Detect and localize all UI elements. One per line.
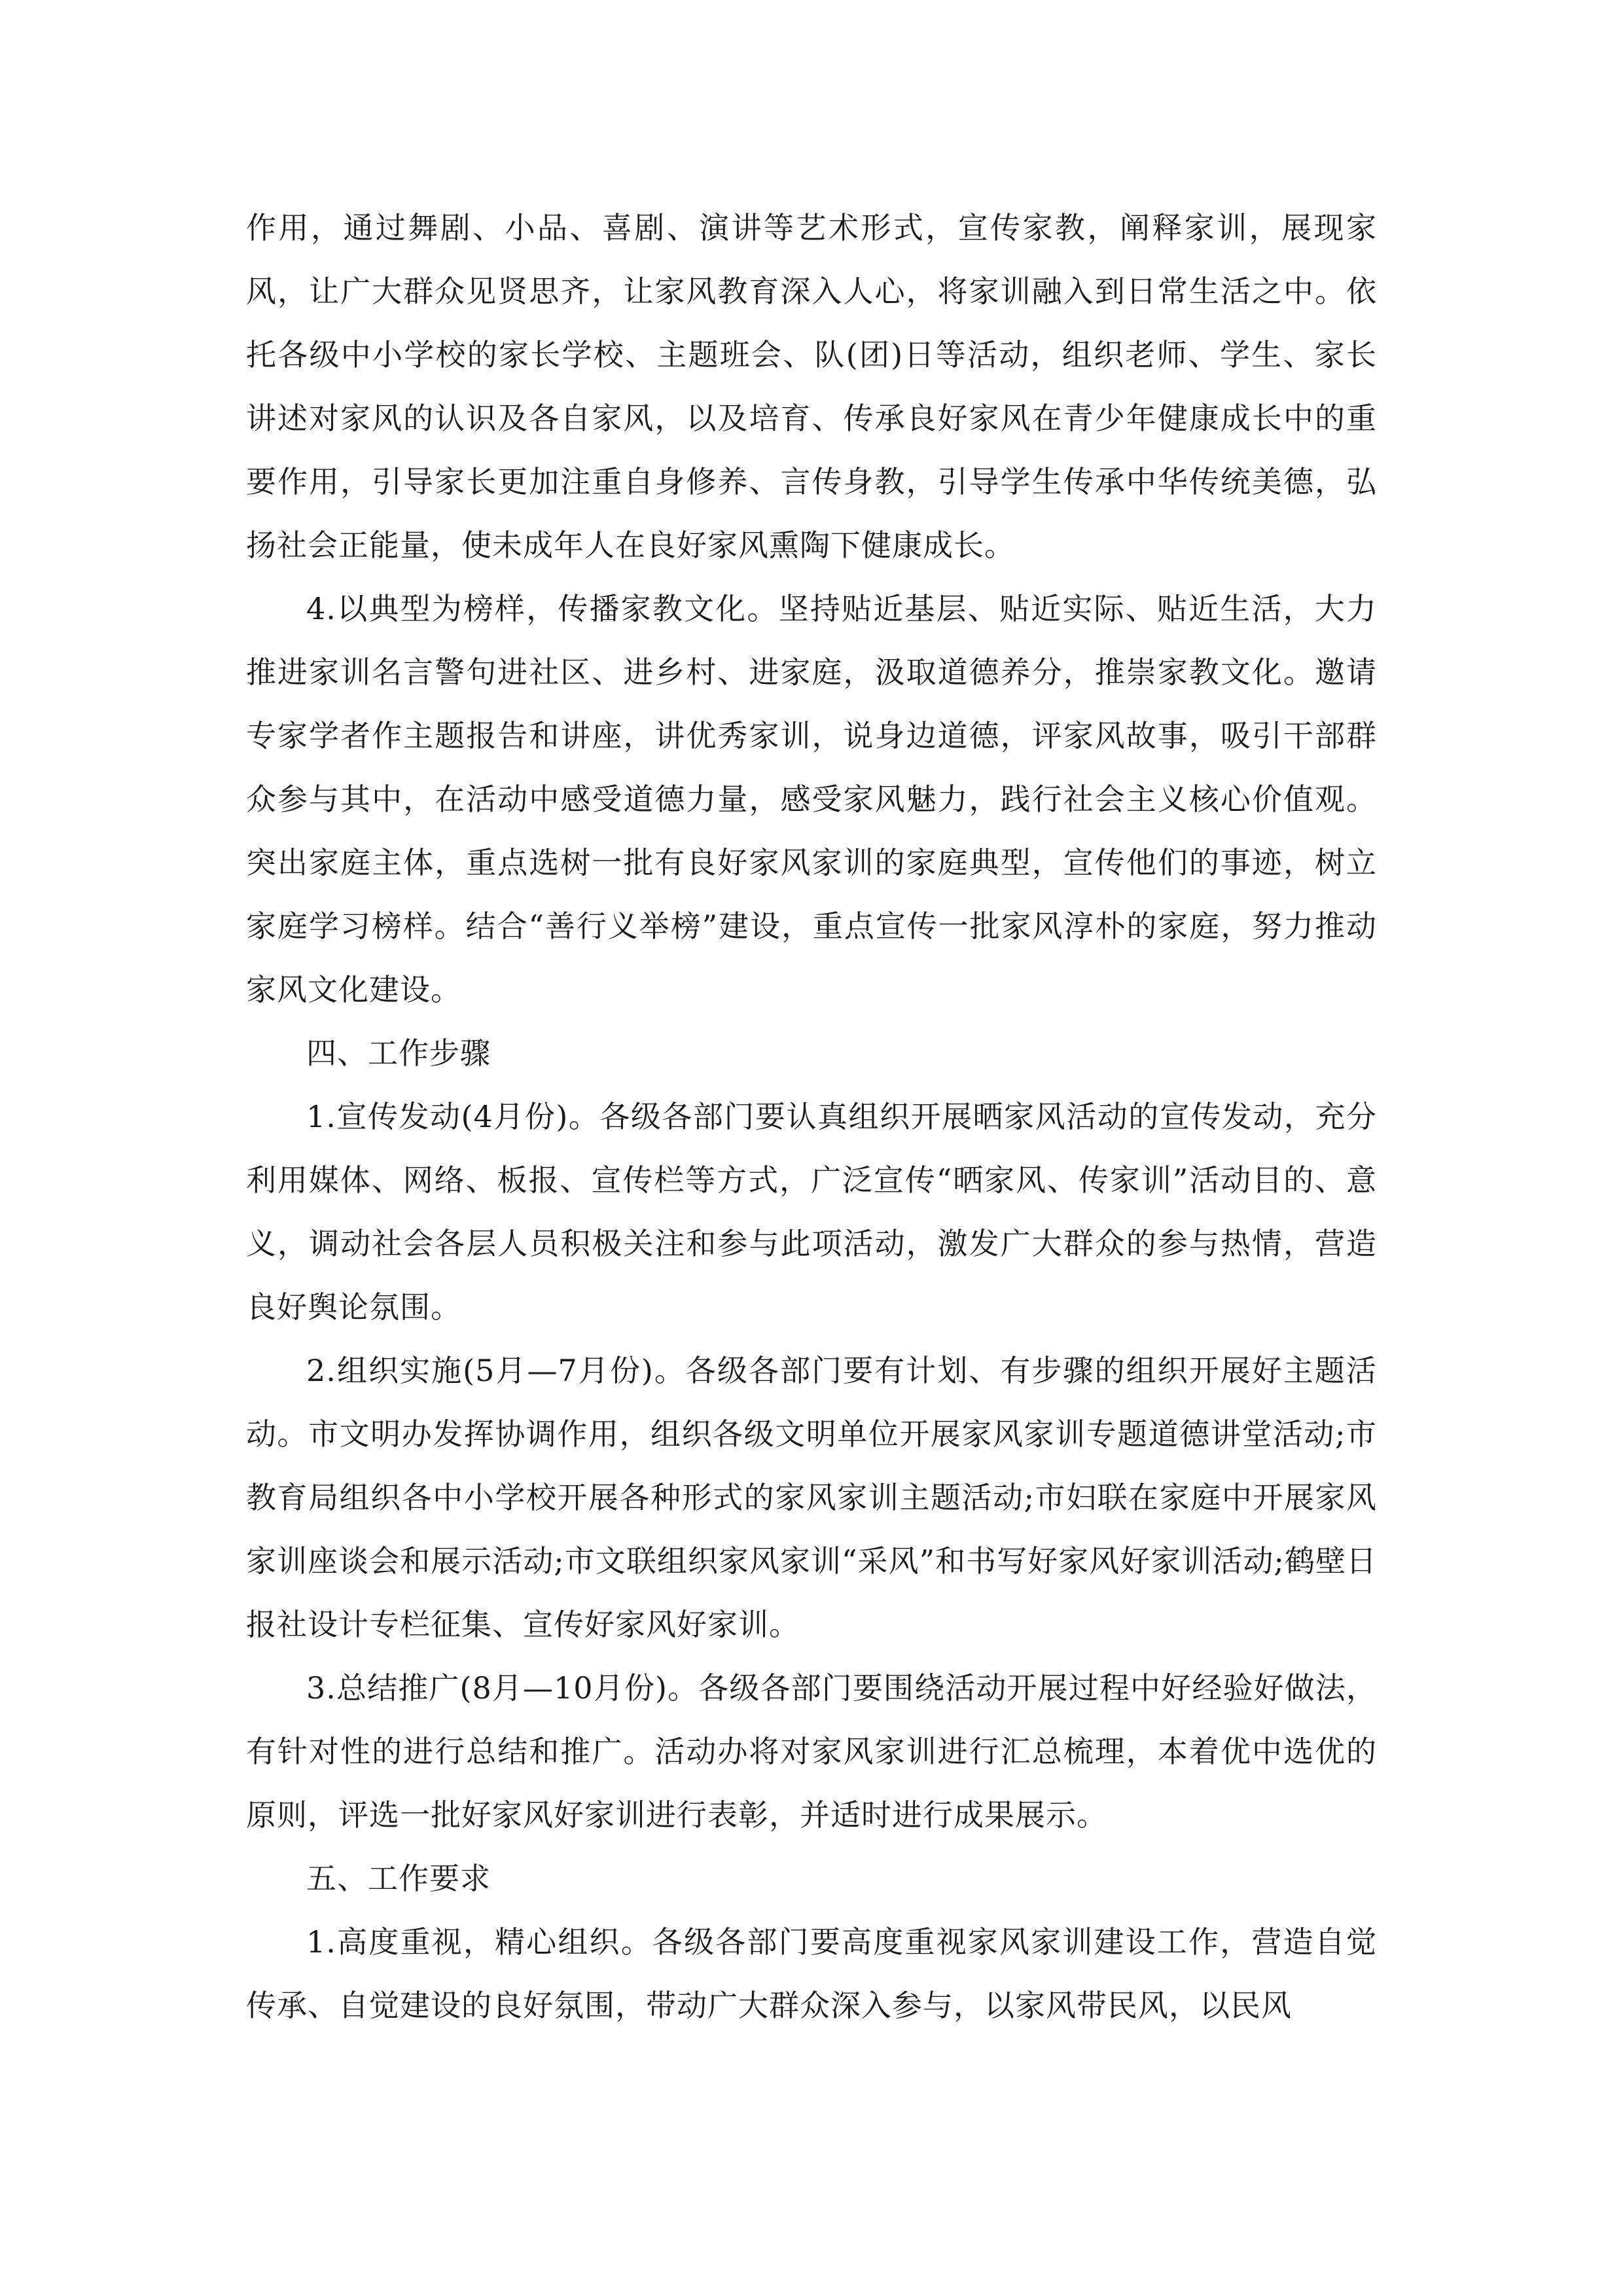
section-heading-work-steps: 四、工作步骤 (306, 1035, 491, 1071)
paragraph-step-implementation: 2.组织实施(5月—7月份)。各级各部门要有计划、有步骤的组织开展好主题活动。市文明办发挥协调作用，组织各级文明单位开展家风家训专题道德讲堂活动;市教育局组织各中小学校开展各种形式的家风家训主题活动;市妇联在家庭中开展家风家训座谈会和展示活动;市文联组织家风家训“采风”和书写好家风好家训活动;鹤壁日报社设计专栏征集、宣传好家风好家训。 (246, 1353, 1377, 1642)
paragraph-step-summary: 3.总结推广(8月—10月份)。各级各部门要围绕活动开展过程中好经验好做法，有针对性的进行总结和推广。活动办将对家风家训进行汇总梳理，本着优中选优的原则，评选一批好家风好家训进行表彰，并适时进行成果展示。 (246, 1670, 1377, 1833)
paragraph-step-publicity: 1.宣传发动(4月份)。各级各部门要认真组织开展晒家风活动的宣传发动，充分利用媒体、网络、板报、宣传栏等方式，广泛宣传“晒家风、传家训”活动目的、意义，调动社会各层人员积极关注和参与此项活动，激发广大群众的参与热情，营造良好舆论氛围。 (246, 1099, 1377, 1325)
section-heading-work-requirements: 五、工作要求 (306, 1861, 491, 1896)
document-page (246, 196, 1377, 2037)
paragraph-continuation: 作用，通过舞剧、小品、喜剧、演讲等艺术形式，宣传家教，阐释家训，展现家风，让广大群众见贤思齐，让家风教育深入人心，将家训融入到日常生活之中。依托各级中小学校的家长学校、主题班会、队(团)日等活动，组织老师、学生、家长讲述对家风的认识及各自家风，以及培育、传承良好家风在青少年健康成长中的重要作用，引导家长更加注重自身修养、言传身教，引导学生传承中华传统美德，弘扬社会正能量，使未成年人在良好家风熏陶下健康成长。 (246, 210, 1377, 563)
paragraph-requirement-attention: 1.高度重视，精心组织。各级各部门要高度重视家风家训建设工作，营造自觉传承、自觉建设的良好氛围，带动广大群众深入参与，以家风带民风，以民风 (246, 1924, 1377, 2023)
paragraph-typical-examples: 4.以典型为榜样，传播家教文化。坚持贴近基层、贴近实际、贴近生活，大力推进家训名言警句进社区、进乡村、进家庭，汲取道德养分，推崇家教文化。邀请专家学者作主题报告和讲座，讲优秀家训，说身边道德，评家风故事，吸引干部群众参与其中，在活动中感受道德力量，感受家风魅力，践行社会主义核心价值观。突出家庭主体，重点选树一批有良好家风家训的家庭典型，宣传他们的事迹，树立家庭学习榜样。结合“善行义举榜”建设，重点宣传一批家风淳朴的家庭，努力推动家风文化建设。 (246, 591, 1377, 1007)
